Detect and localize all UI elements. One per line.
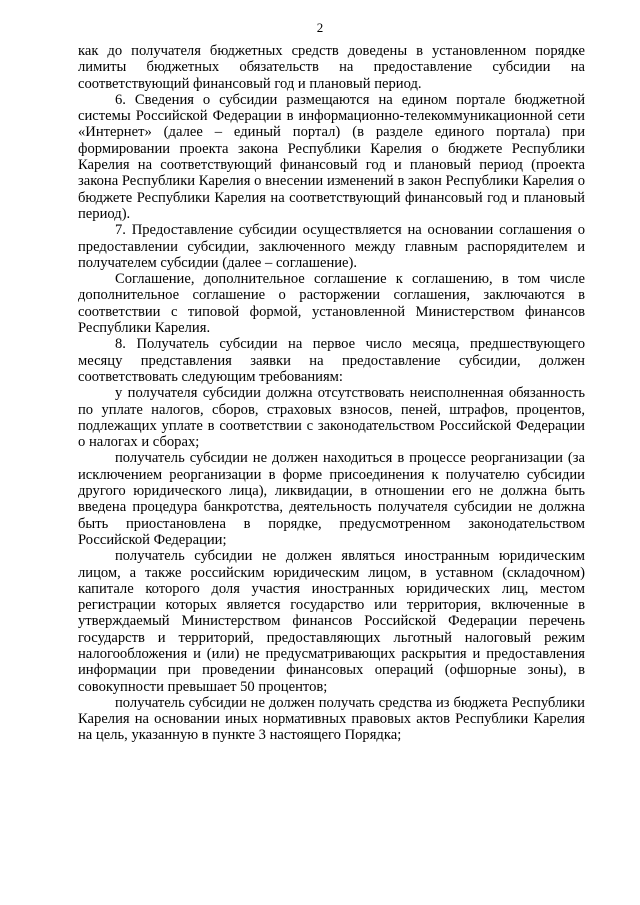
paragraph-requirement-taxes: у получателя субсидии должна отсутствовать неисполненная обязанность по уплате налогов, сборов, страховых взносов, пеней, штрафов, процентов, подлежащих уплате в соответствии с законодательством Российской Федерации о налогах и сборах;	[78, 385, 585, 451]
paragraph-item-6: 6. Сведения о субсидии размещаются на едином портале бюджетной системы Российской Федерации в информационно-телекоммуникационной сети «Интернет» (далее – единый портал) (в разделе единого портала) при формировании проекта закона Республики Карелия о бюджете Республики Карелия на соответствующий финансовый год и плановый период (проекта закона Республики Карелия о внесении изменений в закон Республики Карелия о бюджете Республики Карелия на соответствующий финансовый год и плановый период).	[78, 91, 585, 222]
page-number: 2	[316, 20, 324, 35]
paragraph-requirement-other-funds: получатель субсидии не должен получать средства из бюджета Республики Карелия на основании иных нормативных правовых актов Республики Карелия на цель, указанную в пункте 3 настоящего Порядка;	[78, 694, 585, 744]
paragraph-continuation: как до получателя бюджетных средств доведены в установленном порядке лимиты бюджетных обязательств на предоставление субсидии на соответствующий финансовый год и плановый период.	[78, 43, 585, 92]
paragraph-requirement-reorganization: получатель субсидии не должен находиться в процессе реорганизации (за исключением реорганизации в форме присоединения к получателю субсидии другого юридического лица), ликвидации, в отношении его не должна быть введена процедура банкротства, деятельность получателя субсидии не должна быть приостановлена в порядке, предусмотренном законодательством Российской Федерации;	[78, 450, 585, 548]
paragraph-item-8: 8. Получатель субсидии на первое число месяца, предшествующего месяцу представления заявки на предоставление субсидии, должен соответствовать следующим требованиям:	[78, 336, 585, 385]
paragraph-item-7: 7. Предоставление субсидии осуществляется на основании соглашения о предоставлении субсидии, заключенного между главным распорядителем и получателем субсидии (далее – соглашение).	[78, 222, 585, 271]
paragraph-agreement: Соглашение, дополнительное соглашение к соглашению, в том числе дополнительное соглашение о расторжении соглашения, заключаются в соответствии с типовой формой, установленной Министерством финансов Республики Карелия.	[78, 271, 585, 337]
document-body	[78, 43, 585, 744]
paragraph-requirement-foreign-entity: получатель субсидии не должен являться иностранным юридическим лицом, а также российским юридическим лицом, в уставном (складочном) капитале которого доля участия иностранных юридических лиц, местом регистрации которых является государство или территория, включенные в утверждаемый Министерством финансов Российской Федерации перечень государств и территорий, предоставляющих льготный налоговый режим налогообложения и (или) не предусматривающих раскрытия и предоставления информации при проведении финансовых операций (офшорные зоны), в совокупности превышает 50 процентов;	[78, 548, 585, 695]
